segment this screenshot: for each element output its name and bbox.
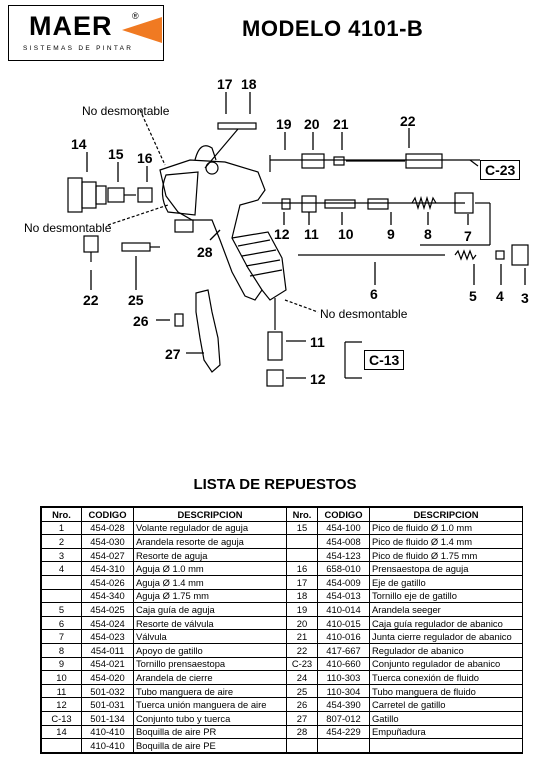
valve: [368, 199, 388, 209]
part-number: [287, 739, 318, 753]
part-code: 454-024: [82, 616, 134, 630]
part-description: Tubo manguera de aire: [134, 684, 287, 698]
callout-9: 11: [304, 226, 319, 242]
part-number: 1: [42, 521, 82, 535]
part-number: [42, 575, 82, 589]
part-description: Resorte de válvula: [134, 616, 287, 630]
part-description: Volante regulador de aguja: [134, 521, 287, 535]
group-ref-c23: C-23: [480, 160, 520, 180]
packing-screw: [302, 196, 316, 212]
part-code: 454-013: [318, 589, 370, 603]
fluid-tip: [108, 188, 124, 202]
header-descripcion: DESCRIPCION: [134, 508, 287, 522]
trigger-support: [325, 200, 355, 208]
part-description: Regulador de abanico: [370, 643, 523, 657]
note-non-removable-1: No desmontable: [82, 104, 170, 118]
trigger: [196, 290, 220, 372]
table-row: [42, 575, 523, 589]
callout-10: 12: [274, 226, 290, 242]
needle-packing: [138, 188, 152, 202]
part-code: 454-340: [82, 589, 134, 603]
part-number: 10: [42, 671, 82, 685]
part-number: 19: [287, 603, 318, 617]
part-description: Boquilla de aire PR: [134, 725, 287, 739]
part-number: [42, 739, 82, 753]
callout-11: 11: [310, 334, 325, 350]
table-row: [42, 603, 523, 617]
part-description: Junta cierre regulador de abanico: [370, 630, 523, 644]
group-ref-c13: C-13: [364, 350, 404, 370]
part-code: 454-009: [318, 575, 370, 589]
part-number: 9: [42, 657, 82, 671]
callout-3: 5: [469, 288, 477, 304]
part-code: 410-410: [82, 725, 134, 739]
fluid-tube: [122, 243, 150, 251]
part-code: 454-123: [318, 548, 370, 562]
air-cap: [68, 178, 82, 212]
table-row: [42, 643, 523, 657]
brand-name: MAER: [29, 11, 113, 41]
part-description: Arandela resorte de aguja: [134, 535, 287, 549]
part-code: 454-100: [318, 521, 370, 535]
callout-14: 14: [71, 136, 87, 152]
part-code: 454-028: [82, 521, 134, 535]
part-code: 454-229: [318, 725, 370, 739]
table-row: [42, 521, 523, 535]
fan-regulator: [406, 154, 442, 168]
part-number: 7: [42, 630, 82, 644]
part-number: 24: [287, 671, 318, 685]
part-description: Boquilla de aire PE: [134, 739, 287, 753]
table-row: [42, 630, 523, 644]
part-code: 454-020: [82, 671, 134, 685]
part-code: 110-303: [318, 671, 370, 685]
part-code: 454-021: [82, 657, 134, 671]
part-code: 410-016: [318, 630, 370, 644]
part-description: Tornillo prensaestopa: [134, 657, 287, 671]
part-description: Aguja Ø 1.4 mm: [134, 575, 287, 589]
note-non-removable-3: No desmontable: [320, 307, 408, 321]
note-non-removable-2: No desmontable: [24, 221, 112, 235]
callout-20: 20: [304, 116, 320, 132]
table-row: [42, 562, 523, 576]
part-number: 4: [42, 562, 82, 576]
part-number: 6: [42, 616, 82, 630]
table-row: [42, 657, 523, 671]
table-row: [42, 616, 523, 630]
table-header-row: [42, 508, 523, 522]
part-description: Aguja Ø 1.75 mm: [134, 589, 287, 603]
part-code: 410-015: [318, 616, 370, 630]
needle-spring: [455, 251, 476, 259]
part-description: Conjunto tubo y tuerca: [134, 711, 287, 725]
part-description: Tuerca unión manguera de aire: [134, 698, 287, 712]
part-code: 454-025: [82, 603, 134, 617]
part-number: 20: [287, 616, 318, 630]
part-number: C-13: [42, 711, 82, 725]
part-code: 410-014: [318, 603, 370, 617]
part-code: 417-667: [318, 643, 370, 657]
air-tube: [268, 332, 282, 360]
part-number: 5: [42, 603, 82, 617]
part-description: Válvula: [134, 630, 287, 644]
part-number: C-23: [287, 657, 318, 671]
part-code: 807-012: [318, 711, 370, 725]
registered-mark: ®: [132, 11, 139, 21]
callout-21: 21: [333, 116, 349, 132]
table-row: [42, 698, 523, 712]
table-row: [42, 671, 523, 685]
part-code: 454-026: [82, 575, 134, 589]
part-description: Apoyo de gatillo: [134, 643, 287, 657]
part-code: 454-030: [82, 535, 134, 549]
callout-8: 10: [338, 226, 354, 242]
part-description: Caja guía de aguja: [134, 603, 287, 617]
part-number: 18: [287, 589, 318, 603]
part-number: 15: [287, 521, 318, 535]
callout-17: 17: [217, 76, 233, 92]
table-row: [42, 548, 523, 562]
part-number: 27: [287, 711, 318, 725]
callout-2: 4: [496, 288, 504, 304]
part-code: 658-010: [318, 562, 370, 576]
part-description: Tornillo eje de gatillo: [370, 589, 523, 603]
header-nro: Nro.: [42, 508, 82, 522]
table-row: [42, 725, 523, 739]
model-title: MODELO 4101-B: [242, 16, 424, 41]
callout-1: 3: [521, 290, 529, 306]
callout-24: 22: [83, 292, 99, 308]
part-code: 501-134: [82, 711, 134, 725]
callout-28: 28: [197, 244, 213, 260]
part-description: Pico de fluido Ø 1.0 mm: [370, 521, 523, 535]
part-number: 28: [287, 725, 318, 739]
part-code: 110-304: [318, 684, 370, 698]
part-description: [370, 739, 523, 753]
part-number: 17: [287, 575, 318, 589]
table-row: [42, 711, 523, 725]
logo-arrow-icon: [122, 17, 162, 43]
part-code: 501-031: [82, 698, 134, 712]
air-nut: [267, 370, 283, 386]
part-code: 454-023: [82, 630, 134, 644]
table-row: [42, 535, 523, 549]
gun-body: [160, 160, 265, 300]
part-number: [287, 535, 318, 549]
table-row: [42, 739, 523, 753]
part-description: Pico de fluido Ø 1.4 mm: [370, 535, 523, 549]
part-code: 454-390: [318, 698, 370, 712]
table-row: [42, 684, 523, 698]
part-number: 26: [287, 698, 318, 712]
callout-12: 12: [310, 371, 326, 387]
callout-27: 27: [165, 346, 181, 362]
trigger-spool: [175, 314, 183, 326]
part-code: 454-027: [82, 548, 134, 562]
part-code: [318, 739, 370, 753]
table-row: [42, 589, 523, 603]
header-nro: Nro.: [287, 508, 318, 522]
part-code: 410-660: [318, 657, 370, 671]
part-code: 454-008: [318, 535, 370, 549]
part-number: 2: [42, 535, 82, 549]
callout-4: 6: [370, 286, 378, 302]
part-code: 454-310: [82, 562, 134, 576]
callout-16: 16: [137, 150, 153, 166]
header-descripcion: DESCRIPCION: [370, 508, 523, 522]
fan-guide: [302, 154, 324, 168]
part-description: Arandela seeger: [370, 603, 523, 617]
part-number: 25: [287, 684, 318, 698]
part-number: 11: [42, 684, 82, 698]
callout-18: 18: [241, 76, 257, 92]
part-number: [42, 589, 82, 603]
part-description: Arandela de cierre: [134, 671, 287, 685]
part-description: Empuñadura: [370, 725, 523, 739]
trigger-shaft: [218, 123, 256, 129]
part-description: Eje de gatillo: [370, 575, 523, 589]
part-number: 12: [42, 698, 82, 712]
parts-table: [40, 506, 523, 754]
callout-15: 15: [108, 146, 124, 162]
part-number: 21: [287, 630, 318, 644]
part-description: Prensaestopa de aguja: [370, 562, 523, 576]
part-number: [287, 548, 318, 562]
part-number: 14: [42, 725, 82, 739]
part-description: Caja guía regulador de abanico: [370, 616, 523, 630]
callout-19: 19: [276, 116, 292, 132]
needle-knob: [512, 245, 528, 265]
part-description: Resorte de aguja: [134, 548, 287, 562]
part-number: 22: [287, 643, 318, 657]
maer-logo: [8, 5, 164, 61]
brand-tagline: SISTEMAS DE PINTAR: [23, 45, 134, 52]
part-number: 8: [42, 643, 82, 657]
callout-26: 26: [133, 313, 149, 329]
callout-6: 8: [424, 226, 432, 242]
callout-7: 9: [387, 226, 395, 242]
part-code: 410-410: [82, 739, 134, 753]
parts-list-title: LISTA DE REPUESTOS: [193, 476, 357, 493]
callout-22: 22: [400, 113, 416, 129]
header-codigo: CODIGO: [82, 508, 134, 522]
part-number: 16: [287, 562, 318, 576]
part-description: Aguja Ø 1.0 mm: [134, 562, 287, 576]
part-code: 501-032: [82, 684, 134, 698]
callout-5: 7: [464, 228, 472, 244]
part-description: Carretel de gatillo: [370, 698, 523, 712]
part-description: Gatillo: [370, 711, 523, 725]
part-code: 454-011: [82, 643, 134, 657]
part-description: Pico de fluido Ø 1.75 mm: [370, 548, 523, 562]
part-description: Tubo manguera de fluido: [370, 684, 523, 698]
callout-25: 25: [128, 292, 144, 308]
fluid-nut: [84, 236, 98, 252]
part-number: 3: [42, 548, 82, 562]
part-description: Conjunto regulador de abanico: [370, 657, 523, 671]
header-codigo: CODIGO: [318, 508, 370, 522]
part-description: Tuerca conexión de fluido: [370, 671, 523, 685]
